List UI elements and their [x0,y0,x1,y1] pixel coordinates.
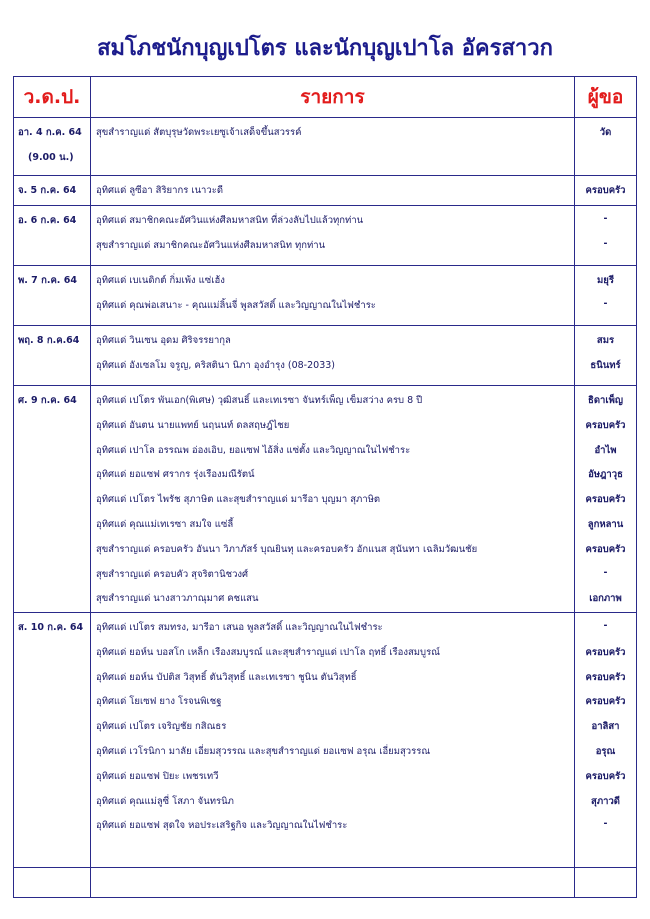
requester-label: ครอบครัว [585,419,626,431]
header-item: รายการ [300,86,365,108]
intention-text: อุทิศแด่ ยอแซฟ ศรากร รุ่งเรืองมณีรัตน์ [96,469,255,481]
requester-label: ครอบครัว [585,646,626,658]
intention-text: สุขสำราญแด่ นางสาวภาณุมาศ คชแสน [96,593,259,605]
date-label: พ. 7 ก.ค. 64 [18,275,77,286]
intention-text: อุทิศแด่ สมาชิกคณะอัศวินแห่งศีลมหาสนิท ที่ล่วงลับไปแล้วทุกท่าน [96,215,364,226]
intention-text: อุทิศแด่ โยเซฟ ยาง โรจนพิเชฐ [96,696,222,708]
requester-label: ครอบครัว [585,494,626,506]
date-time-label: (9.00 น.) [28,152,74,163]
date-label: ศ. 9 ก.ค. 64 [18,395,77,406]
requester-label: - [603,213,608,224]
requester-label: อัษฎาวุธ [588,469,623,481]
requester-label: ครอบครัว [585,185,626,196]
date-label: ส. 10 ก.ค. 64 [18,622,84,633]
date-section [14,117,636,176]
requester-label: สุภาวดี [591,795,620,807]
intention-text: อุทิศแด่ เปโตร พันเอก(พิเศษ) วุฒิสนธิ์ และเทเรซา จันทร์เพ็ญ เข็มสว่าง ครบ 8 ปี [96,395,423,406]
requester-label: ครอบครัว [585,696,626,708]
intention-text: อุทิศแด่ ลูซีอา สิริยากร เนาวะดี [96,185,223,196]
intention-text: อุทิศแด่ อังเซลโม จรูญ, คริสตินา นิภา อุงอำรุง (08-2033) [96,359,335,371]
requester-label: วัด [599,127,612,138]
intention-text: อุทิศแด่ ยอห์น บอสโก เหล็ก เรืองสมบูรณ์ และสุขสำราญแด่ เปาโล ฤทธิ์ เรืองสมบูรณ์ [96,646,440,658]
requester-label: - [603,237,608,249]
intention-table [13,76,637,898]
intention-text: อุทิศแด่ เวโรนิกา มาลัย เอี่ยมสุวรรณ และสุขสำราญแด่ ยอแซฟ อรุณ เอี่ยมสุวรรณ [96,746,431,757]
date-section [14,325,636,386]
requester-label: สมร [596,335,615,346]
header-requester: ผู้ขอ [587,86,624,108]
intention-text: อุทิศแด่ ยอห์น บัปติส วิสุทธิ์ ตันวิสุทธิ์ และเทเรซา ชูนิน ตันวิสุทธิ์ [96,671,357,683]
intention-text: อุทิศแด่ เปาโล อรรณพ อ่องเอิบ, ยอแซฟ ไอ้สิ่ง แซ่ตั้ง และวิญญาณในไฟชำระ [96,444,411,456]
date-section [14,265,636,326]
header-date: ว.ด.ป. [23,86,81,108]
requester-label: ธนินทร์ [590,359,621,371]
requester-label: - [603,818,608,830]
date-label: อา. 4 ก.ค. 64 [18,127,82,138]
requester-label: - [603,566,608,578]
requester-label: ลูกหลาน [587,519,624,530]
intention-text: สุขสำราญแด่ สมาชิกคณะอัศวินแห่งศีลมหาสนิท ทุกท่าน [96,239,326,251]
intention-text: อุทิศแด่ คุณพ่อเสนาะ - คุณแม่ลิ้นจี่ พูลสวัสดิ์ และวิญญาณในไฟชำระ [96,299,376,311]
intention-text: อุทิศแด่ ยอแซฟ ปิยะ เพชรเทวี [96,770,219,782]
requester-label: ธิดาเพ็ญ [588,395,623,406]
date-label: พฤ. 8 ก.ค.64 [18,335,80,346]
intention-text: อุทิศแด่ เปโตร ไพรัช สุภาษิต และสุขสำราญแด่ มารีอา บุญมา สุภาษิต [96,494,381,506]
requester-label: อรุณ [595,746,616,757]
intention-text: อุทิศแด่ อันตน นายแพทย์ นฤนนท์ ดลสฤษฎ์ไชย [96,419,290,431]
date-section [14,205,636,266]
intention-text: อุทิศแด่ คุณแม่ลูซี่ โสภา จันทรนิภ [96,795,234,807]
empty-row [14,867,636,897]
intention-text: อุทิศแด่ คุณแม่เทเรซา สมใจ แซ่ลี้ [96,519,234,530]
requester-label: ครอบครัว [585,671,626,683]
intention-text: อุทิศแด่ วินเซน อุดม ศิริจรรยากุล [96,335,231,346]
intention-text: สุขสำราญแด่ ครอบคัว สุจริตานิชวงศ์ [96,568,249,580]
intention-text: สุขสำราญแด่ ครอบครัว อันนา วิภาภัสร์ บุณยินทุ และครอบครัว อักแนส สุนันทา เฉลิมวัฒนชัย [96,543,478,555]
requester-label: ครอบครัว [585,543,626,555]
intention-text: อุทิศแด่ ยอแซฟ สุดใจ หอประเสริฐกิจ และวิญญาณในไฟชำระ [96,820,348,832]
requester-label: ครอบครัว [585,770,626,782]
intention-text: อุทิศแด่ เปโตร เจริญชัย กสิณธร [96,721,227,733]
date-label: อ. 6 ก.ค. 64 [18,215,77,226]
requester-label: เอกภาพ [589,593,622,605]
date-section [14,612,636,868]
intention-text: อุทิศแด่ เปโตร สมทรง, มารีอา เสนอ พูลสวัสดิ์ และวิญญาณในไฟชำระ [96,622,383,633]
intention-text: อุทิศแด่ เบเนดิกต์ กิ่มเพ้ง แซ่เฮ้ง [96,275,225,286]
intention-text: สุขสำราญแด่ สัตบุรุษวัดพระเยซูเจ้าเสด็จขึ้นสวรรค์ [96,127,302,138]
date-label: จ. 5 ก.ค. 64 [18,185,77,196]
requester-label: - [603,620,608,631]
requester-label: อำไพ [594,444,617,456]
table-header [14,77,636,118]
requester-label: อาลิสา [591,721,620,733]
page-title: สมโภชนักบุญเปโตร และนักบุญเปาโล อัครสาวก [97,36,553,61]
date-section [14,175,636,206]
requester-label: - [603,297,608,309]
date-section [14,385,636,613]
requester-label: มยุรี [597,275,614,286]
